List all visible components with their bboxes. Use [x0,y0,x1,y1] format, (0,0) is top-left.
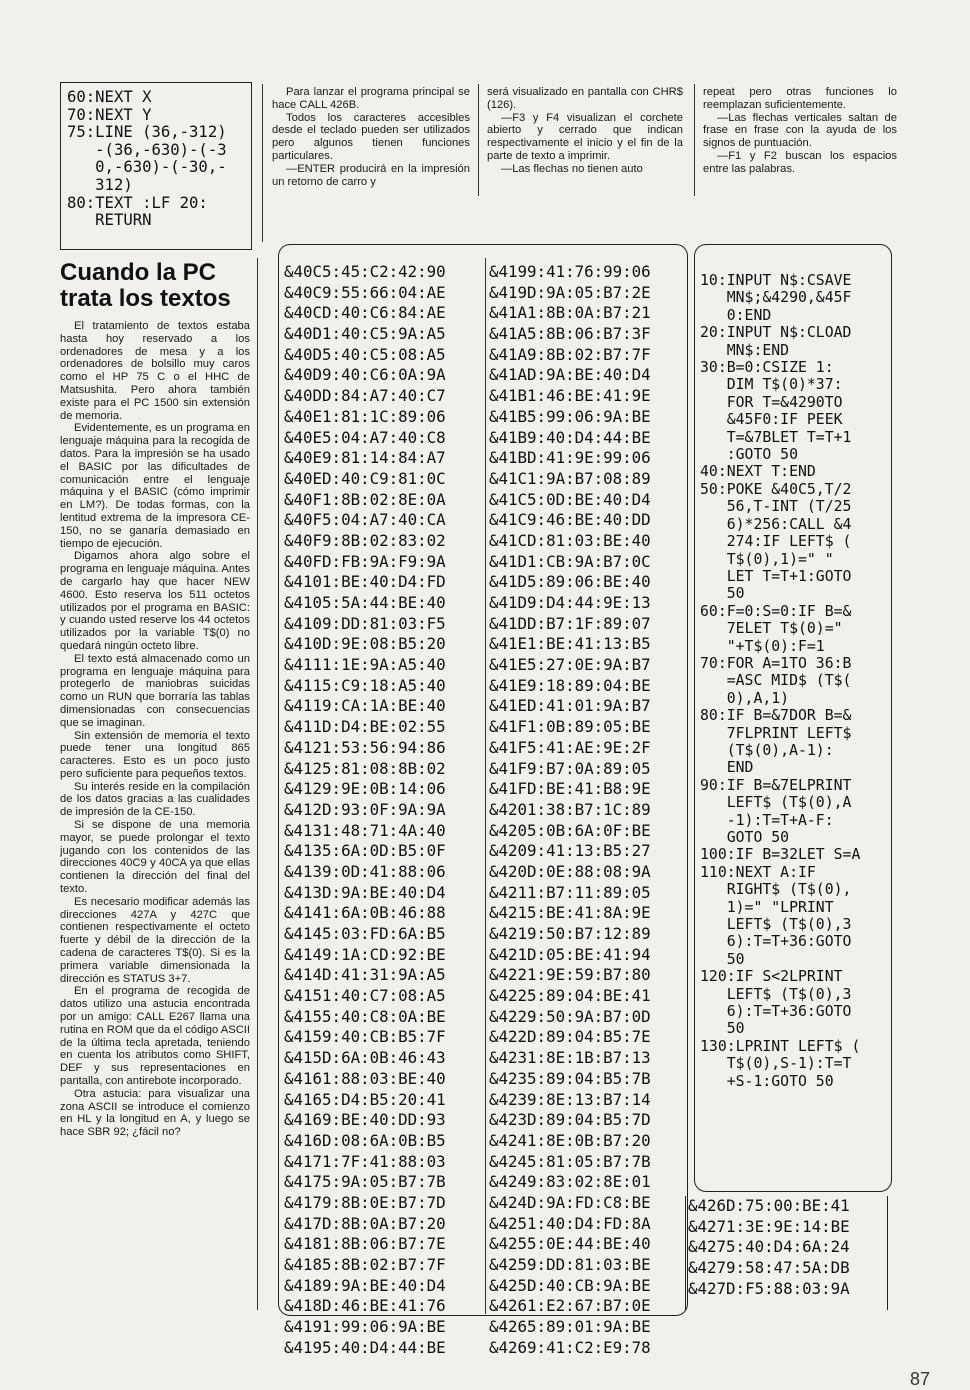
hex-line: &4211:B7:11:89:05 [489,882,651,902]
basic-line: 274:IF LEFT$ ( [700,533,852,551]
hex-line: &4265:89:01:9A:BE [489,1317,651,1337]
hex-line: &4221:9E:59:B7:80 [489,965,651,985]
hex-line: &41E5:27:0E:9A:B7 [489,655,651,675]
hex-line: &40C9:55:66:04:AE [284,282,446,302]
hex-line: &414D:41:31:9A:A5 [284,965,446,985]
hex-line: &420D:0E:88:08:9A [489,861,651,881]
hex-line: &4129:9E:0B:14:06 [284,779,446,799]
hex-line: &4101:BE:40:D4:FD [284,572,446,592]
basic-line: T$(0),S-1):T=T [700,1055,852,1073]
column-rule [262,84,263,242]
basic-line: 40:NEXT T:END [700,463,816,481]
hex-line: &413D:9A:BE:40:D4 [284,882,446,902]
basic-line: 110:NEXT A:IF [700,863,816,881]
hex-line: &41A9:8B:02:B7:7F [489,344,651,364]
hex-line: &40D9:40:C6:0A:9A [284,365,446,385]
hex-line: &4125:81:08:8B:02 [284,758,446,778]
hex-line: &41D1:CB:9A:B7:0C [489,551,651,571]
basic-line: 10:INPUT N$:CSAVE [700,272,852,289]
basic-line: MN$:END [700,341,790,359]
hex-line: &41F5:41:AE:9E:2F [489,737,651,757]
hex-line: &41B5:99:06:9A:BE [489,406,651,426]
hex-line: &4241:8E:0B:B7:20 [489,1130,651,1150]
basic-line: LEFT$ (T$(0),A [700,794,852,812]
basic-line: 7FLPRINT LEFT$ [700,724,852,742]
hex-line: &4259:DD:81:03:BE [489,1255,651,1274]
code-listing-box [60,82,252,250]
text-column-4 [703,86,897,176]
column-rule [694,84,695,196]
basic-line: :GOTO 50 [700,446,798,464]
hex-line: &423D:89:04:B5:7D [489,1110,651,1130]
hex-line: &41CD:81:03:BE:40 [489,530,651,550]
basic-line: 30:B=0:CSIZE 1: [700,359,834,377]
hex-line: &4155:40:C8:0A:BE [284,1006,446,1026]
paragraph: El texto está almacenado como un programa en lenguaje máquina para protegerlo de maniobras suicidas como un RUN que borraría las tablas dimensionadas con consecuencias que se imaginan. [60,652,250,729]
hex-line: &40CD:40:C6:84:AE [284,303,446,323]
hex-line: &422D:89:04:B5:7E [489,1027,651,1047]
hex-line: &419D:9A:05:B7:2E [489,282,651,302]
basic-line: 56,T-INT (T/25 [700,498,852,516]
hex-divider [485,258,486,1314]
basic-line: LEFT$ (T$(0),3 [700,916,852,934]
code-line: 70:NEXT Y [67,105,152,124]
basic-line: 60:F=0:S=0:IF B=& [700,602,852,620]
hex-line: &4279:58:47:5A:DB [688,1258,850,1278]
hex-line: &4239:8E:13:B7:14 [489,1089,651,1109]
basic-line: T=&7BLET T=T+1 [700,428,852,446]
basic-line: MN$;&4290,&45F [700,289,852,307]
hex-line: &41F1:0B:89:05:BE [489,717,651,737]
hex-line: &4269:41:C2:E9:78 [489,1337,651,1357]
hex-line: &4261:E2:67:B7:0E [489,1296,651,1316]
paragraph: Sin extensión de memoria el texto puede tener una longitud 865 caracteres. Esto es un poco justo pero suficiente para pequeños textos. [60,729,250,780]
hex-line: &4275:40:D4:6A:24 [688,1237,850,1257]
hex-line: &41BD:41:9E:99:06 [489,448,651,468]
hex-line: &41FD:BE:41:B8:9E [489,779,651,799]
paragraph: Para lanzar el programa principal se hace CALL 426B. [272,86,470,111]
hex-line: &40DD:84:A7:40:C7 [284,386,446,406]
hex-line: &4191:99:06:9A:BE [284,1317,446,1337]
hex-line: &4201:38:B7:1C:89 [489,799,651,819]
hex-listing-column-1 [284,262,446,1358]
paragraph: En el programa de recogida de datos utilizo una astucia encontrada por un amigo: CALL E267 llama una rutina en ROM que da el código ASCII de la última tecla apretada, teniendo en cuenta los atributos como SHIFT, DEF y sus representaciones en pantalla, con antirebote incorporado. [60,985,250,1088]
hex-line: &412D:93:0F:9A:9A [284,799,446,819]
hex-line: &41F9:B7:0A:89:05 [489,758,651,778]
basic-line: 6)*256:CALL &4 [700,515,852,533]
hex-line: &4141:6A:0B:46:88 [284,903,446,923]
basic-line: 6):T=T+36:GOTO [700,933,852,951]
hex-line: &4105:5A:44:BE:40 [284,593,446,612]
hex-line: &41A1:8B:0A:B7:21 [489,303,651,323]
basic-line: 50:POKE &40C5,T/2 [700,480,852,498]
hex-line: &427D:F5:88:03:9A [688,1278,850,1298]
hex-line: &4205:0B:6A:0F:BE [489,820,651,840]
hex-line: &41C5:0D:BE:40:D4 [489,489,651,509]
hex-line: &41DD:B7:1F:89:07 [489,613,651,633]
paragraph: —Las flechas verticales saltan de frase en frase con la ayuda de los signos de puntuación. [703,111,897,150]
hex-line: &421D:05:BE:41:94 [489,944,651,964]
hex-line: &4215:BE:41:8A:9E [489,903,651,923]
basic-line: (T$(0),A-1): [700,741,834,759]
hex-line: &4189:9A:BE:40:D4 [284,1275,446,1295]
hex-line: &41C9:46:BE:40:DD [489,510,651,530]
hex-line: &40F5:04:A7:40:CA [284,510,446,530]
hex-line: &40D1:40:C5:9A:A5 [284,324,446,344]
hex-line: &41B1:46:BE:41:9E [489,386,651,406]
basic-line: 90:IF B=&7ELPRINT [700,776,852,794]
hex-line: &415D:6A:0B:46:43 [284,1048,446,1068]
hex-line: &4115:C9:18:A5:40 [284,675,446,695]
hex-line: &4159:40:CB:B5:7F [284,1027,446,1047]
hex-line: &4171:7F:41:88:03 [284,1151,446,1171]
basic-line: &45F0:IF PEEK [700,411,843,429]
hex-line: &40ED:40:C9:81:0C [284,468,446,488]
hex-line: &41D9:D4:44:9E:13 [489,593,651,612]
hex-line: &4169:BE:40:DD:93 [284,1110,446,1130]
hex-line: &4145:03:FD:6A:B5 [284,924,446,943]
hex-listing-column-2 [489,262,651,1358]
basic-listing [700,272,890,1090]
article-body [60,320,250,1139]
basic-line: 50 [700,585,745,603]
hex-line: &425D:40:CB:9A:BE [489,1275,651,1295]
hex-line: &4199:41:76:99:06 [489,262,651,281]
hex-line: &4119:CA:1A:BE:40 [284,696,446,716]
basic-line: LEFT$ (T$(0),3 [700,985,852,1003]
column-rule [478,84,479,196]
basic-line: T$(0),1)=" " [700,550,834,568]
hex-line: &4175:9A:05:B7:7B [284,1172,446,1192]
basic-line: 0:END [700,306,772,324]
paragraph: repeat pero otras funciones lo reemplazan suficientemente. [703,86,897,111]
hex-line: &4185:8B:02:B7:7F [284,1255,446,1274]
basic-line: "+T$(0):F=1 [700,637,825,655]
basic-line: 1)=" "LPRINT [700,898,834,916]
hex-line: &4249:83:02:8E:01 [489,1172,651,1192]
hex-line: &41A5:8B:06:B7:3F [489,324,651,344]
basic-line: =ASC MID$ (T$( [700,672,852,690]
hex-line: &40C5:45:C2:42:90 [284,262,446,281]
hex-line: &4121:53:56:94:86 [284,737,446,757]
hex-line: &417D:8B:0A:B7:20 [284,1213,446,1233]
code-line: 75:LINE (36,-312) [67,123,227,142]
hex-line: &4235:89:04:B5:7B [489,1068,651,1088]
hex-line: &426D:75:00:BE:41 [688,1196,850,1215]
paragraph: será visualizado en pantalla con CHR$ (126). [487,86,683,111]
text-column-2 [272,86,470,188]
basic-line: 20:INPUT N$:CLOAD [700,324,852,342]
hex-line: &4165:D4:B5:20:41 [284,1089,446,1109]
code-line: 312) [67,175,133,194]
hex-line: &41AD:9A:BE:40:D4 [489,365,651,385]
hex-line: &41D5:89:06:BE:40 [489,572,651,592]
basic-line: 0),A,1) [700,689,790,707]
paragraph: El tratamiento de textos estaba hasta hoy reservado a los ordenadores de mesa y a los ordenadores de bolsillo muy caros como el HP 75 C o el HHC de Matsushita. Pero ahora también existe para el PC 1500 sin extensión de memoria. [60,320,250,422]
hex-line: &424D:9A:FD:C8:BE [489,1192,651,1212]
code-line: -(36,-630)-(-3 [67,140,227,159]
hex-line: &4229:50:9A:B7:0D [489,1006,651,1026]
hex-line: &4179:8B:0E:B7:7D [284,1192,446,1212]
basic-line: FOR T=&4290TO [700,393,843,411]
basic-line: +S-1:GOTO 50 [700,1072,834,1090]
paragraph: —ENTER producirá en la impresión un retorno de carro y [272,162,470,188]
hex-listing-column-3 [688,1196,850,1299]
basic-line: GOTO 50 [700,829,790,846]
hex-line: &4135:6A:0D:B5:0F [284,841,446,861]
hex-line: &40F1:8B:02:8E:0A [284,489,446,509]
basic-line: 50 [700,1020,745,1038]
basic-line: END [700,759,754,777]
hex-line: &4195:40:D4:44:BE [284,1337,446,1357]
code-line: 0,-630)-(-30,- [67,158,227,177]
hex-line: &4225:89:04:BE:41 [489,986,651,1006]
text-column-3 [487,86,683,176]
hex-line: &4151:40:C7:08:A5 [284,986,446,1006]
hex-line: &4209:41:13:B5:27 [489,841,651,861]
hex-line: &40D5:40:C5:08:A5 [284,344,446,364]
hex-line: &411D:D4:BE:02:55 [284,717,446,737]
basic-line: 100:IF B=32LET S=A [700,846,861,864]
paragraph: —F3 y F4 visualizan el corchete abierto y cerrado que indican respectivamente el inicio y el fin de la parte de texto a imprimir. [487,111,683,162]
hex-line: &4111:1E:9A:A5:40 [284,655,446,675]
hex-line: &41E1:BE:41:13:B5 [489,634,651,654]
page-number: 87 [909,1369,930,1389]
basic-line: -1):T=T+A-F: [700,811,834,829]
hex-line: &4109:DD:81:03:F5 [284,613,446,633]
paragraph: Otra astucia: para visualizar una zona ASCII se introduce el comienzo en HL y la longitud en A, y luego se hace SBR 92; ¿fácil no? [60,1087,250,1139]
hex-line: &410D:9E:08:B5:20 [284,634,446,654]
article-heading: Cuando la PC trata los textos [60,259,231,312]
hex-line: &4271:3E:9E:14:BE [688,1216,850,1236]
basic-line: DIM T$(0)*37: [700,376,843,394]
code-line: RETURN [67,211,152,230]
basic-line: 70:FOR A=1TO 36:B [700,654,852,672]
paragraph: Todos los caracteres accesibles desde el teclado pueden ser utilizados pero algunos tienen funciones particulares. [272,111,470,162]
basic-line: 50 [700,950,745,968]
hex-line: &4255:0E:44:BE:40 [489,1234,651,1254]
hex-line: &4181:8B:06:B7:7E [284,1234,446,1254]
hex-line: &41E9:18:89:04:BE [489,675,651,695]
hex-line: &4131:48:71:4A:40 [284,820,446,840]
code-line: 80:TEXT :LF 20: [67,193,208,212]
paragraph: —F1 y F2 buscan los espacios entre las palabras. [703,149,897,175]
hex-line: &4219:50:B7:12:89 [489,924,651,943]
basic-line: 120:IF S<2LPRINT [700,968,843,986]
paragraph: Es necesario modificar además las direcciones 427A y 427C que contienen respectivamente el octeto fuerte y débil de la dirección de la cadena de caracteres T$(0). Si es la primera variable dimensionada la dirección es STATUS 3+7. [60,895,250,985]
hex-line: &41B9:40:D4:44:BE [489,427,651,447]
basic-line: 7ELET T$(0)=" [700,620,843,638]
paragraph: Evidentemente, es un programa en lenguaje máquina para la recogida de datos. Para la impresión se ha usado el BASIC por las dificultades de comunicación entre el lenguaje máquina y el BASIC (cómo imprimir en LM?). De todas formas, con la lentitud extrema de la impresora CE-150, no se ganaría demasiado en tiempo de ejecución. [60,422,250,550]
hex-line: &40E9:81:14:84:A7 [284,448,446,468]
column-rule [257,258,258,1310]
hex-line: &40F9:8B:02:83:02 [284,530,446,550]
hex-line: &41C1:9A:B7:08:89 [489,468,651,488]
hex-line: &4251:40:D4:FD:8A [489,1213,651,1233]
hex-line: &418D:46:BE:41:76 [284,1296,446,1316]
hex-line: &4231:8E:1B:B7:13 [489,1048,651,1068]
hex-line: &40E1:81:1C:89:06 [284,406,446,426]
hex-line: &416D:08:6A:0B:B5 [284,1130,446,1150]
hex-line: &4245:81:05:B7:7B [489,1151,651,1171]
hex-line: &40FD:FB:9A:F9:9A [284,551,446,571]
paragraph: —Las flechas no tienen auto [501,162,643,175]
hex-line: &4139:0D:41:88:06 [284,861,446,881]
hex-line: &41ED:41:01:9A:B7 [489,696,651,716]
basic-line: 6):T=T+36:GOTO [700,1003,852,1021]
paragraph: Su interés reside en la compilación de los datos gracias a las cualidades de impresión de la CE-150. [60,780,250,819]
basic-line: 80:IF B=&7DOR B=& [700,707,852,725]
code-line: 60:NEXT X [67,88,152,106]
hex-line: &4161:88:03:BE:40 [284,1068,446,1088]
paragraph: Digamos ahora algo sobre el programa en lenguaje máquina. Antes de cargarlo hay que hacer NEW 4600. Esto reserva los 511 octetos utilizados por el programa en BASIC: y cuando usted reserve los 44 octetos utilizados por la variable T$(0) no quedará ningún octeto libre. [60,550,250,652]
hex-line: &4149:1A:CD:92:BE [284,944,446,964]
hex-line: &40E5:04:A7:40:C8 [284,427,446,447]
paragraph: Si se dispone de una memoria mayor, se puede prolongar el texto jugando con los contenidos de las direcciones 40C9 y 40CA ya que ellas contienen la dirección del final del texto. [60,819,250,896]
basic-line: 130:LPRINT LEFT$ ( [700,1037,861,1055]
basic-line: RIGHT$ (T$(0), [700,881,852,899]
basic-line: LET T=T+1:GOTO [700,567,852,585]
